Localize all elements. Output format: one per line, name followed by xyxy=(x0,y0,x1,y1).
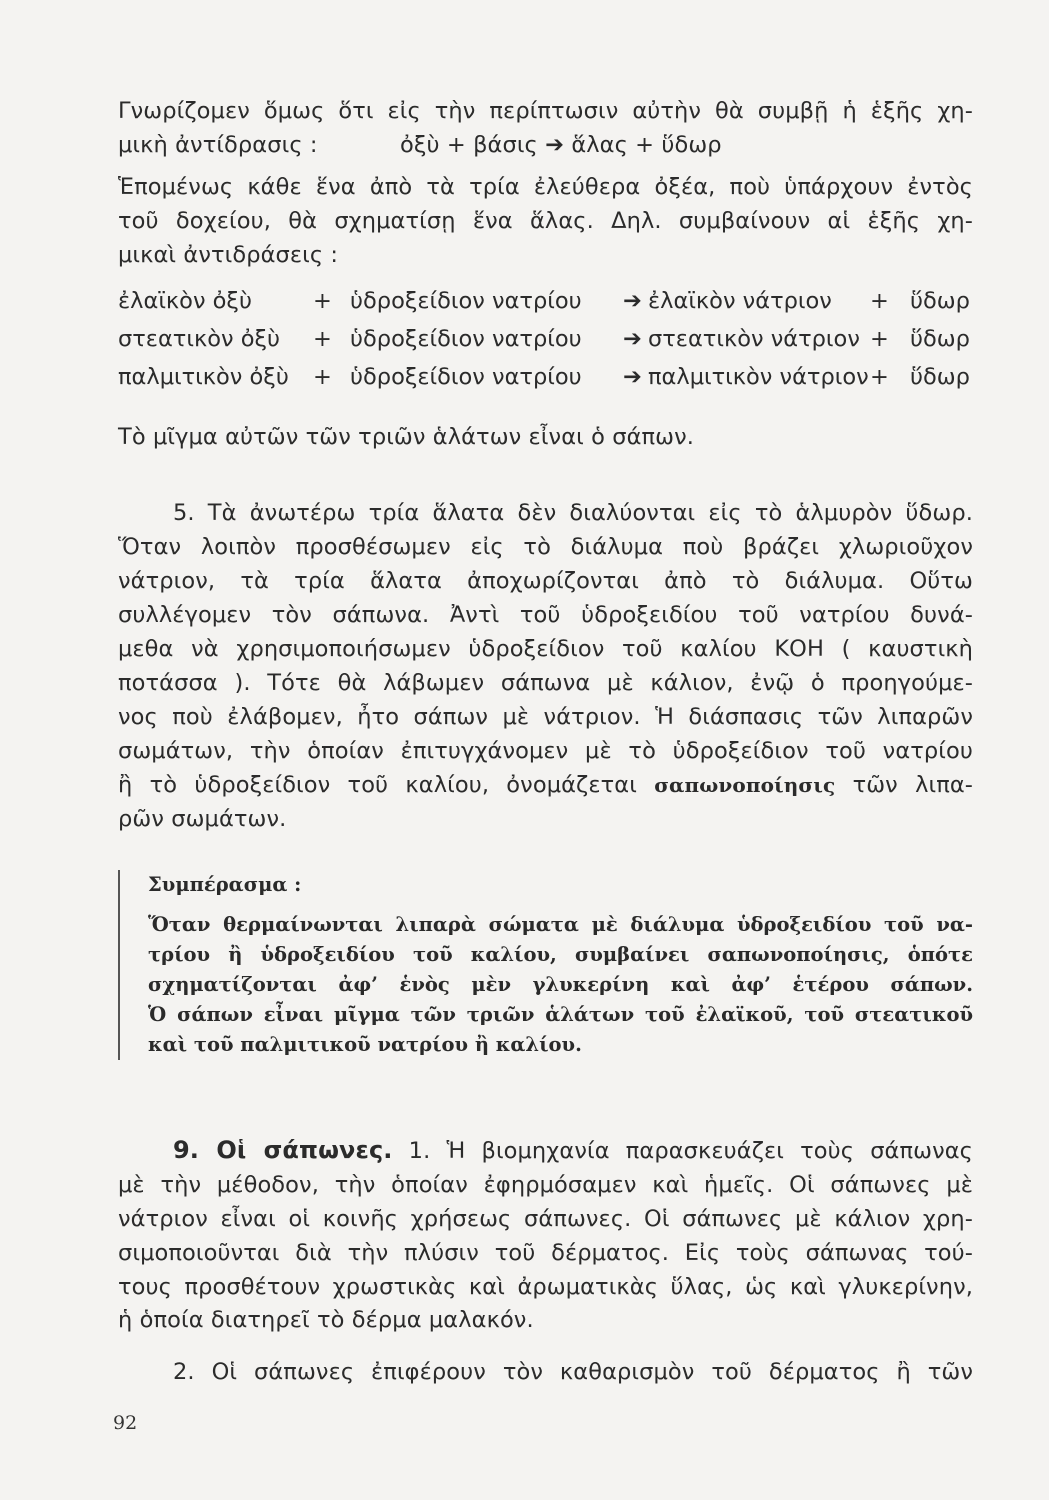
reaction-plus: + xyxy=(870,326,889,352)
reaction-arrow: ➔ xyxy=(623,326,642,352)
text-line: μεθα νὰ χρησιμοποιήσωμεν ὑδροξείδιον τοῦ καλίου ΚΟΗ ( καυστικὴ xyxy=(118,636,973,662)
text-line: ἡ ὁποία διατηρεῖ τὸ δέρμα μαλακόν. xyxy=(118,1307,534,1333)
text-line: τρίου ἢ ὑδροξειδίου τοῦ καλίου, συμβαίνει σαπωνοποίησις, ὁπότε xyxy=(148,943,973,966)
text-line: Γνωρίζομεν ὅμως ὅτι εἰς τὴν περίπτωσιν αὐτὴν θὰ συμβῇ ἡ ἑξῆς χη- xyxy=(118,98,973,124)
reaction-plus: + xyxy=(313,326,332,352)
reaction-salt: παλμιτικὸν νάτριον xyxy=(648,364,869,390)
text-line: 2. Οἱ σάπωνες ἐπιφέρουν τὸν καθαρισμὸν τοῦ δέρματος ἢ τῶν xyxy=(173,1359,973,1385)
reaction-plus: + xyxy=(313,288,332,314)
text-line: τους προσθέτουν χρωστικὰς καὶ ἀρωματικὰς ὕλας, ὡς καὶ γλυκερίνην, xyxy=(118,1274,973,1300)
reaction-arrow: ➔ xyxy=(623,364,642,390)
section-9 xyxy=(118,1133,973,1304)
reaction-water: ὕδωρ xyxy=(910,364,970,390)
text-line: νάτριον, τὰ τρία ἅλατα ἀποχωρίζονται ἀπὸ τὸ διάλυμα. Οὕτω xyxy=(118,568,973,594)
text-line: Ὅταν λοιπὸν προσθέσωμεν εἰς τὸ διάλυμα ποὺ βράζει χλωριοῦχον xyxy=(118,534,973,560)
text-line: μικαὶ ἀντιδράσεις : xyxy=(118,242,339,268)
text-line: ποτάσσα ). Τότε θὰ λάβωμεν σάπωνα μὲ κάλιον, ἐνῷ ὁ προηγούμε- xyxy=(118,670,973,696)
text-line: σωμάτων, τὴν ὁποίαν ἐπιτυγχάνομεν μὲ τὸ ὑδροξείδιον τοῦ νατρίου xyxy=(118,738,973,764)
text-line: 5. Τὰ ἀνωτέρω τρία ἅλατα δὲν διαλύονται εἰς τὸ ἁλμυρὸν ὕδωρ. xyxy=(173,500,973,526)
text-fragment: τῶν λιπα- xyxy=(852,772,974,798)
conclusion-box xyxy=(118,870,973,1060)
text-line xyxy=(118,768,973,802)
paragraph-5 xyxy=(118,496,973,802)
conclusion-body xyxy=(148,910,973,1030)
text-line: Ὁ σάπων εἶναι μῖγμα τῶν τριῶν ἁλάτων τοῦ ἐλαϊκοῦ, τοῦ στεατικοῦ xyxy=(148,1003,973,1026)
intro-paragraph-cont xyxy=(118,170,973,238)
text-line: μικὴ ἀντίδρασις : xyxy=(118,132,318,158)
reaction-water: ὕδωρ xyxy=(910,288,970,314)
text-line: τοῦ δοχείου, θὰ σχηματίσῃ ἕνα ἅλας. Δηλ. συμβαίνουν αἱ ἑξῆς χη- xyxy=(118,208,973,234)
paragraph-5-end xyxy=(118,802,973,836)
reaction-acid: στεατικὸν ὀξὺ xyxy=(118,326,281,352)
section-9-line6 xyxy=(118,1303,973,1337)
reaction-acid: ἐλαϊκὸν ὀξὺ xyxy=(118,288,253,314)
text-line: συλλέγομεν τὸν σάπωνα. Ἀντὶ τοῦ ὑδροξειδίου τοῦ νατρίου δυνά- xyxy=(118,602,973,628)
text-line xyxy=(118,1133,973,1168)
general-equation: ὀξὺ + βάσις ➔ ἅλας + ὕδωρ xyxy=(400,132,722,158)
intro-equation-line xyxy=(118,128,973,162)
text-line: Ἑπομένως κάθε ἕνα ἀπὸ τὰ τρία ἐλεύθερα ὀξέα, ποὺ ὑπάρχουν ἐντὸς xyxy=(118,174,973,200)
reaction-plus: + xyxy=(870,288,889,314)
intro-last-line xyxy=(118,238,973,272)
reaction-salt: ἐλαϊκὸν νάτριον xyxy=(648,288,832,314)
mixture-line xyxy=(118,420,973,454)
intro-paragraph xyxy=(118,94,973,128)
reaction-base: ὑδροξείδιον νατρίου xyxy=(350,364,582,390)
reaction-line xyxy=(118,364,973,398)
text-line: σιμοποιοῦνται διὰ τὴν πλύσιν τοῦ δέρματος. Εἰς τοὺς σάπωνας τού- xyxy=(118,1240,973,1266)
reaction-salt: στεατικὸν νάτριον xyxy=(648,326,860,352)
text-line: ρῶν σωμάτων. xyxy=(118,806,287,832)
reaction-acid: παλμιτικὸν ὀξὺ xyxy=(118,364,289,390)
reaction-line xyxy=(118,288,973,322)
text-line: νάτριον εἶναι οἱ κοινῆς χρήσεως σάπωνες. Οἱ σάπωνες μὲ κάλιον χρη- xyxy=(118,1206,973,1232)
reaction-plus: + xyxy=(313,364,332,390)
text-fragment: ἢ τὸ ὑδροξείδιον τοῦ καλίου, ὀνομάζεται xyxy=(118,772,637,798)
text-line: καὶ τοῦ παλμιτικοῦ νατρίου ἢ καλίου. xyxy=(148,1033,582,1056)
text-line: σχηματίζονται ἀφ’ ἑνὸς μὲν γλυκερίνη καὶ ἀφ’ ἑτέρου σάπων. xyxy=(148,973,973,996)
reaction-base: ὑδροξείδιον νατρίου xyxy=(350,326,582,352)
text-line: Τὸ μῖγμα αὐτῶν τῶν τριῶν ἁλάτων εἶναι ὁ σάπων. xyxy=(118,424,695,450)
reaction-base: ὑδροξείδιον νατρίου xyxy=(350,288,582,314)
text-line: νος ποὺ ἐλάβομεν, ἦτο σάπων μὲ νάτριον. Ἡ διάσπασις τῶν λιπαρῶν xyxy=(118,704,973,730)
reaction-arrow: ➔ xyxy=(623,288,642,314)
reaction-water: ὕδωρ xyxy=(910,326,970,352)
section-9-para2 xyxy=(118,1355,973,1389)
reaction-line xyxy=(118,326,973,360)
section-heading: 9. Οἱ σάπωνες. xyxy=(173,1136,393,1164)
text-line: μὲ τὴν μέθοδον, τὴν ὁποίαν ἐφηρμόσαμεν καὶ ἡμεῖς. Οἱ σάπωνες μὲ xyxy=(118,1172,973,1198)
reaction-plus: + xyxy=(870,364,889,390)
text-line: Ὅταν θερμαίνωνται λιπαρὰ σώματα μὲ διάλυμα ὑδροξειδίου τοῦ να- xyxy=(148,913,973,936)
page-number: 92 xyxy=(113,1412,138,1434)
text-fragment: 1. Ἡ βιομηχανία παρασκευάζει τοὺς σάπωνας xyxy=(408,1138,973,1164)
conclusion-title: Συμπέρασμα : xyxy=(148,873,302,896)
term-saponification: σαπωνοποίησις xyxy=(654,773,836,797)
